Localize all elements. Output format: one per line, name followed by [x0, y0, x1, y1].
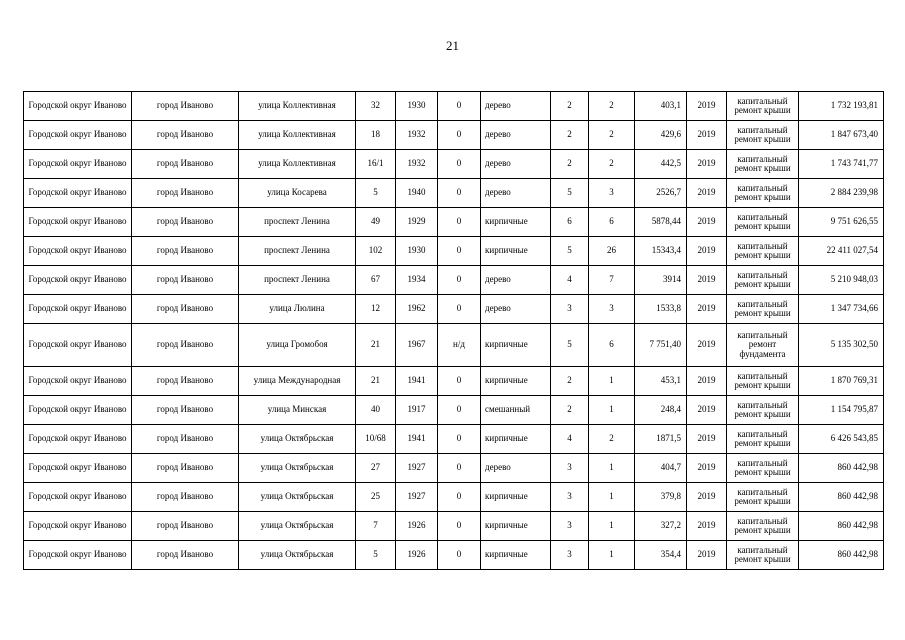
cell-wall-material: дерево	[481, 266, 551, 295]
cell-municipality: Городской округ Иваново	[24, 396, 132, 425]
cell-wall-material: дерево	[481, 295, 551, 324]
cell-entrances: 1	[589, 396, 635, 425]
cell-entrances: 3	[589, 179, 635, 208]
cell-area: 3914	[635, 266, 687, 295]
cell-year-built: 1926	[396, 541, 438, 570]
cell-year-last-repair: 0	[438, 396, 481, 425]
cell-house-number: 7	[356, 512, 396, 541]
table-row	[24, 208, 884, 237]
cell-settlement: город Иваново	[132, 121, 239, 150]
cell-street: улица Минская	[239, 396, 356, 425]
cell-work-type: капитальный ремонт крыши	[727, 92, 799, 121]
cell-entrances: 1	[589, 454, 635, 483]
cell-entrances: 6	[589, 208, 635, 237]
cell-house-number: 16/1	[356, 150, 396, 179]
cell-year-built: 1917	[396, 396, 438, 425]
cell-year-built: 1926	[396, 512, 438, 541]
cell-floors: 3	[551, 483, 589, 512]
cell-settlement: город Иваново	[132, 425, 239, 454]
cell-area: 1533,8	[635, 295, 687, 324]
cell-work-type: капитальный ремонт крыши	[727, 541, 799, 570]
cell-year-last-repair: 0	[438, 295, 481, 324]
table-row	[24, 425, 884, 454]
cell-work-type: капитальный ремонт крыши	[727, 367, 799, 396]
cell-municipality: Городской округ Иваново	[24, 237, 132, 266]
cell-house-number: 27	[356, 454, 396, 483]
cell-street: улица Октябрьская	[239, 454, 356, 483]
cell-cost: 9 751 626,55	[799, 208, 884, 237]
cell-floors: 2	[551, 396, 589, 425]
cell-repair-year: 2019	[687, 367, 727, 396]
cell-municipality: Городской округ Иваново	[24, 208, 132, 237]
cell-house-number: 5	[356, 541, 396, 570]
cell-cost: 1 347 734,66	[799, 295, 884, 324]
cell-floors: 5	[551, 179, 589, 208]
cell-street: улица Октябрьская	[239, 512, 356, 541]
cell-year-built: 1934	[396, 266, 438, 295]
cell-house-number: 40	[356, 396, 396, 425]
cell-municipality: Городской округ Иваново	[24, 454, 132, 483]
cell-settlement: город Иваново	[132, 512, 239, 541]
cell-house-number: 25	[356, 483, 396, 512]
cell-repair-year: 2019	[687, 150, 727, 179]
cell-settlement: город Иваново	[132, 454, 239, 483]
cell-work-type: капитальный ремонт крыши	[727, 208, 799, 237]
cell-cost: 2 884 239,98	[799, 179, 884, 208]
cell-street: улица Косарева	[239, 179, 356, 208]
cell-wall-material: кирпичные	[481, 483, 551, 512]
cell-repair-year: 2019	[687, 512, 727, 541]
cell-settlement: город Иваново	[132, 324, 239, 367]
cell-settlement: город Иваново	[132, 541, 239, 570]
cell-year-last-repair: 0	[438, 237, 481, 266]
cell-year-built: 1927	[396, 454, 438, 483]
cell-house-number: 32	[356, 92, 396, 121]
cell-area: 429,6	[635, 121, 687, 150]
table-row	[24, 150, 884, 179]
cell-floors: 2	[551, 121, 589, 150]
cell-work-type: капитальный ремонт крыши	[727, 266, 799, 295]
cell-year-last-repair: 0	[438, 541, 481, 570]
cell-municipality: Городской округ Иваново	[24, 121, 132, 150]
table-row	[24, 295, 884, 324]
cell-cost: 860 442,98	[799, 454, 884, 483]
cell-cost: 1 743 741,77	[799, 150, 884, 179]
cell-area: 379,8	[635, 483, 687, 512]
cell-municipality: Городской округ Иваново	[24, 541, 132, 570]
cell-municipality: Городской округ Иваново	[24, 483, 132, 512]
cell-year-last-repair: 0	[438, 425, 481, 454]
cell-repair-year: 2019	[687, 396, 727, 425]
cell-year-built: 1967	[396, 324, 438, 367]
cell-wall-material: дерево	[481, 454, 551, 483]
cell-street: улица Громобоя	[239, 324, 356, 367]
cell-year-built: 1930	[396, 92, 438, 121]
cell-entrances: 1	[589, 541, 635, 570]
cell-house-number: 21	[356, 324, 396, 367]
cell-entrances: 1	[589, 512, 635, 541]
cell-cost: 1 847 673,40	[799, 121, 884, 150]
cell-area: 354,4	[635, 541, 687, 570]
cell-wall-material: дерево	[481, 150, 551, 179]
cell-year-built: 1932	[396, 121, 438, 150]
cell-wall-material: кирпичные	[481, 541, 551, 570]
cell-street: проспект Ленина	[239, 266, 356, 295]
cell-wall-material: смешанный	[481, 396, 551, 425]
cell-year-last-repair: 0	[438, 208, 481, 237]
cell-settlement: город Иваново	[132, 150, 239, 179]
cell-year-built: 1927	[396, 483, 438, 512]
cell-cost: 6 426 543,85	[799, 425, 884, 454]
cell-work-type: капитальный ремонт крыши	[727, 150, 799, 179]
cell-repair-year: 2019	[687, 324, 727, 367]
cell-municipality: Городской округ Иваново	[24, 295, 132, 324]
cell-municipality: Городской округ Иваново	[24, 179, 132, 208]
cell-entrances: 1	[589, 483, 635, 512]
table-row	[24, 121, 884, 150]
table-row	[24, 324, 884, 367]
cell-work-type: капитальный ремонт крыши	[727, 454, 799, 483]
table-row	[24, 512, 884, 541]
cell-cost: 860 442,98	[799, 483, 884, 512]
cell-work-type: капитальный ремонт крыши	[727, 179, 799, 208]
cell-municipality: Городской округ Иваново	[24, 266, 132, 295]
cell-wall-material: кирпичные	[481, 367, 551, 396]
cell-work-type: капитальный ремонт крыши	[727, 425, 799, 454]
cell-area: 2526,7	[635, 179, 687, 208]
cell-settlement: город Иваново	[132, 266, 239, 295]
cell-cost: 1 154 795,87	[799, 396, 884, 425]
cell-cost: 1 732 193,81	[799, 92, 884, 121]
cell-year-built: 1941	[396, 425, 438, 454]
cell-street: улица Коллективная	[239, 121, 356, 150]
cell-street: проспект Ленина	[239, 208, 356, 237]
cell-house-number: 21	[356, 367, 396, 396]
cell-year-built: 1929	[396, 208, 438, 237]
cell-municipality: Городской округ Иваново	[24, 92, 132, 121]
cell-area: 453,1	[635, 367, 687, 396]
table-row	[24, 367, 884, 396]
cell-year-last-repair: 0	[438, 512, 481, 541]
cell-entrances: 2	[589, 121, 635, 150]
cell-floors: 3	[551, 295, 589, 324]
cell-house-number: 67	[356, 266, 396, 295]
cell-street: улица Международная	[239, 367, 356, 396]
cell-repair-year: 2019	[687, 454, 727, 483]
cell-settlement: город Иваново	[132, 295, 239, 324]
cell-wall-material: дерево	[481, 92, 551, 121]
cell-settlement: город Иваново	[132, 92, 239, 121]
cell-entrances: 7	[589, 266, 635, 295]
cell-cost: 860 442,98	[799, 512, 884, 541]
cell-year-built: 1962	[396, 295, 438, 324]
cell-cost: 860 442,98	[799, 541, 884, 570]
page-number: 21	[446, 38, 459, 53]
cell-municipality: Городской округ Иваново	[24, 367, 132, 396]
cell-settlement: город Иваново	[132, 208, 239, 237]
cell-year-built: 1941	[396, 367, 438, 396]
cell-year-built: 1932	[396, 150, 438, 179]
cell-house-number: 10/68	[356, 425, 396, 454]
cell-work-type: капитальный ремонт крыши	[727, 483, 799, 512]
cell-repair-year: 2019	[687, 541, 727, 570]
cell-repair-year: 2019	[687, 92, 727, 121]
cell-work-type: капитальный ремонт крыши	[727, 295, 799, 324]
cell-settlement: город Иваново	[132, 179, 239, 208]
cell-floors: 5	[551, 324, 589, 367]
cell-house-number: 49	[356, 208, 396, 237]
cell-entrances: 3	[589, 295, 635, 324]
cell-entrances: 2	[589, 150, 635, 179]
cell-floors: 3	[551, 541, 589, 570]
cell-work-type: капитальный ремонт крыши	[727, 121, 799, 150]
cell-municipality: Городской округ Иваново	[24, 324, 132, 367]
cell-work-type: капитальный ремонт фундамента	[727, 324, 799, 367]
cell-floors: 2	[551, 150, 589, 179]
cell-work-type: капитальный ремонт крыши	[727, 512, 799, 541]
cell-street: проспект Ленина	[239, 237, 356, 266]
cell-wall-material: дерево	[481, 179, 551, 208]
cell-entrances: 2	[589, 92, 635, 121]
cell-wall-material: дерево	[481, 121, 551, 150]
cell-municipality: Городской округ Иваново	[24, 425, 132, 454]
cell-year-last-repair: 0	[438, 483, 481, 512]
cell-year-last-repair: 0	[438, 92, 481, 121]
cell-house-number: 102	[356, 237, 396, 266]
cell-area: 327,2	[635, 512, 687, 541]
cell-entrances: 6	[589, 324, 635, 367]
cell-year-built: 1940	[396, 179, 438, 208]
cell-repair-year: 2019	[687, 237, 727, 266]
cell-year-last-repair: н/д	[438, 324, 481, 367]
table-row	[24, 92, 884, 121]
cell-year-last-repair: 0	[438, 367, 481, 396]
cell-settlement: город Иваново	[132, 367, 239, 396]
cell-area: 1871,5	[635, 425, 687, 454]
cell-cost: 22 411 027,54	[799, 237, 884, 266]
cell-area: 7 751,40	[635, 324, 687, 367]
cell-area: 442,5	[635, 150, 687, 179]
cell-wall-material: кирпичные	[481, 237, 551, 266]
cell-floors: 2	[551, 367, 589, 396]
cell-entrances: 1	[589, 367, 635, 396]
cell-work-type: капитальный ремонт крыши	[727, 396, 799, 425]
cell-year-last-repair: 0	[438, 121, 481, 150]
cell-repair-year: 2019	[687, 425, 727, 454]
cell-cost: 5 210 948,03	[799, 266, 884, 295]
cell-floors: 4	[551, 425, 589, 454]
table-row	[24, 541, 884, 570]
cell-settlement: город Иваново	[132, 237, 239, 266]
cell-repair-year: 2019	[687, 483, 727, 512]
cell-repair-year: 2019	[687, 121, 727, 150]
cell-area: 403,1	[635, 92, 687, 121]
cell-street: улица Люлина	[239, 295, 356, 324]
cell-house-number: 5	[356, 179, 396, 208]
cell-house-number: 12	[356, 295, 396, 324]
cell-wall-material: кирпичные	[481, 208, 551, 237]
cell-year-last-repair: 0	[438, 179, 481, 208]
cell-floors: 3	[551, 454, 589, 483]
cell-entrances: 2	[589, 425, 635, 454]
table-row	[24, 396, 884, 425]
cell-floors: 2	[551, 92, 589, 121]
cell-cost: 5 135 302,50	[799, 324, 884, 367]
cell-repair-year: 2019	[687, 208, 727, 237]
table-row	[24, 266, 884, 295]
cell-floors: 6	[551, 208, 589, 237]
table-row	[24, 483, 884, 512]
cell-street: улица Коллективная	[239, 92, 356, 121]
cell-year-built: 1930	[396, 237, 438, 266]
cell-floors: 4	[551, 266, 589, 295]
cell-street: улица Коллективная	[239, 150, 356, 179]
cell-year-last-repair: 0	[438, 266, 481, 295]
cell-repair-year: 2019	[687, 295, 727, 324]
cell-area: 404,7	[635, 454, 687, 483]
cell-area: 15343,4	[635, 237, 687, 266]
cell-year-last-repair: 0	[438, 150, 481, 179]
cell-settlement: город Иваново	[132, 396, 239, 425]
cell-wall-material: кирпичные	[481, 425, 551, 454]
cell-street: улица Октябрьская	[239, 483, 356, 512]
cell-area: 5878,44	[635, 208, 687, 237]
cell-wall-material: кирпичные	[481, 512, 551, 541]
table-row	[24, 454, 884, 483]
repair-table	[23, 91, 884, 570]
cell-year-last-repair: 0	[438, 454, 481, 483]
cell-wall-material: кирпичные	[481, 324, 551, 367]
cell-street: улица Октябрьская	[239, 425, 356, 454]
table-row	[24, 179, 884, 208]
table-body	[24, 92, 884, 570]
cell-house-number: 18	[356, 121, 396, 150]
cell-area: 248,4	[635, 396, 687, 425]
cell-municipality: Городской округ Иваново	[24, 150, 132, 179]
cell-repair-year: 2019	[687, 179, 727, 208]
table-row	[24, 237, 884, 266]
cell-floors: 5	[551, 237, 589, 266]
cell-municipality: Городской округ Иваново	[24, 512, 132, 541]
cell-entrances: 26	[589, 237, 635, 266]
cell-street: улица Октябрьская	[239, 541, 356, 570]
cell-repair-year: 2019	[687, 266, 727, 295]
cell-work-type: капитальный ремонт крыши	[727, 237, 799, 266]
cell-cost: 1 870 769,31	[799, 367, 884, 396]
cell-settlement: город Иваново	[132, 483, 239, 512]
cell-floors: 3	[551, 512, 589, 541]
